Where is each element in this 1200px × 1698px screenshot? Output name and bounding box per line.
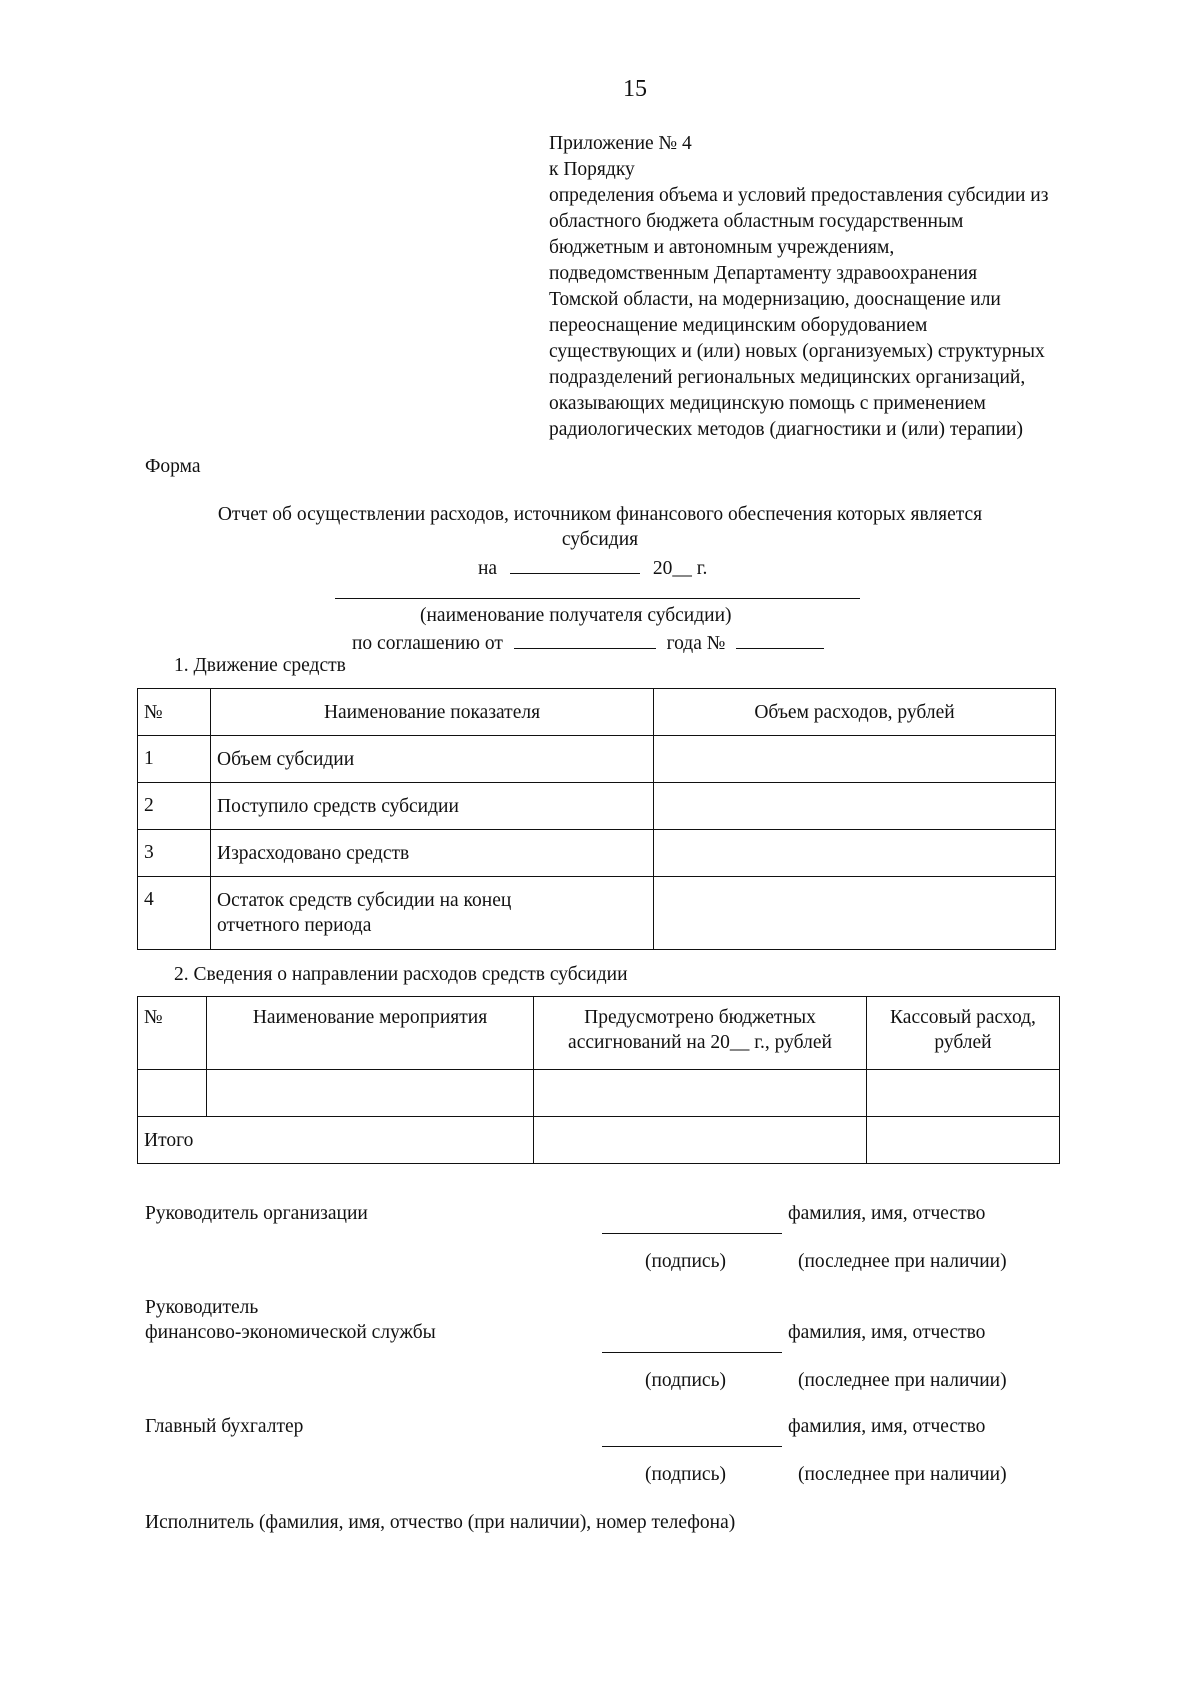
col-header-planned — [534, 997, 867, 1070]
row-num: 4 — [138, 877, 211, 950]
accountant-signature-line[interactable] — [602, 1446, 782, 1447]
form-label: Форма — [145, 456, 201, 477]
total-cash-cell[interactable] — [867, 1117, 1060, 1164]
appendix-line: радиологических методов (диагностики и (или) терапии) — [549, 419, 1023, 440]
col-header-cash-line: рублей — [934, 1032, 992, 1053]
row-num: 1 — [138, 736, 211, 783]
appendix-line: областного бюджета областным государственным — [549, 211, 964, 232]
appendix-line: определения объема и условий предоставления субсидии из — [549, 185, 1049, 206]
table-header-row — [138, 689, 1056, 736]
report-date-prefix: на — [478, 558, 498, 579]
amount-cell[interactable] — [654, 830, 1056, 877]
total-label: Итого — [138, 1117, 534, 1164]
accountant-sign-caption: (подпись) — [645, 1464, 726, 1485]
agreement-number-blank — [736, 628, 824, 649]
head-signature-line[interactable] — [602, 1233, 782, 1234]
appendix-line: существующих и (или) новых (организуемых) структурных — [549, 341, 1045, 362]
table-row — [138, 783, 1056, 830]
appendix-block — [549, 131, 1169, 443]
col-header-indicator: Наименование показателя — [211, 689, 654, 736]
num-cell[interactable] — [138, 1070, 207, 1117]
col-header-activity: Наименование мероприятия — [207, 997, 534, 1070]
appendix-line: Томской области, на модернизацию, дооснащение или — [549, 289, 1001, 310]
appendix-line: бюджетным и автономным учреждениям, — [549, 237, 895, 258]
row-label: Поступило средств субсидии — [211, 783, 654, 830]
expenses-table — [137, 996, 1060, 1164]
report-title-line2: субсидия — [561, 529, 639, 550]
col-header-amount: Объем расходов, рублей — [654, 689, 1056, 736]
page-number: 15 — [623, 76, 647, 102]
agreement-middle: года № — [666, 633, 726, 654]
appendix-line: Приложение № 4 — [549, 133, 692, 154]
head-title: Руководитель организации — [145, 1203, 368, 1224]
table-header-row — [138, 997, 1060, 1070]
report-title-line1: Отчет об осуществлении расходов, источником финансового обеспечения которых является — [217, 504, 983, 525]
activity-cell[interactable] — [207, 1070, 534, 1117]
row-label: Объем субсидии — [211, 736, 654, 783]
col-header-cash — [867, 997, 1060, 1070]
appendix-line: к Порядку — [549, 159, 635, 180]
accountant-title: Главный бухгалтер — [145, 1416, 304, 1437]
executor-line: Исполнитель (фамилия, имя, отчество (при наличии), номер телефона) — [145, 1512, 736, 1533]
col-header-planned-line: Предусмотрено бюджетных — [584, 1007, 816, 1028]
cash-cell[interactable] — [867, 1070, 1060, 1117]
agreement-date-blank — [514, 628, 656, 649]
appendix-line: оказывающих медицинскую помощь с применением — [549, 393, 986, 414]
row-num: 3 — [138, 830, 211, 877]
amount-cell[interactable] — [654, 736, 1056, 783]
total-planned-cell[interactable] — [534, 1117, 867, 1164]
amount-cell[interactable] — [654, 783, 1056, 830]
row-label-line: Остаток средств субсидии на конец — [217, 890, 512, 911]
amount-cell[interactable] — [654, 877, 1056, 950]
finance-signature-line[interactable] — [602, 1352, 782, 1353]
col-header-num: № — [138, 997, 207, 1070]
report-date-blank — [510, 553, 640, 574]
section1-title: 1. Движение средств — [174, 655, 346, 676]
agreement-prefix: по соглашению от — [352, 633, 503, 654]
table-row — [138, 830, 1056, 877]
finance-fio-caption: (последнее при наличии) — [798, 1370, 1007, 1391]
planned-cell[interactable] — [534, 1070, 867, 1117]
appendix-line: подразделений региональных медицинских организаций, — [549, 367, 1026, 388]
finance-title-line1: Руководитель — [145, 1297, 259, 1318]
movement-table — [137, 688, 1056, 950]
agreement-line — [352, 628, 824, 656]
section2-title: 2. Сведения о направлении расходов средств субсидии — [174, 964, 628, 985]
table-row — [138, 736, 1056, 783]
recipient-line — [335, 598, 860, 599]
table-row — [138, 1070, 1060, 1117]
report-date-year: 20__ г. — [652, 558, 708, 579]
accountant-fio: фамилия, имя, отчество — [788, 1416, 986, 1437]
col-header-cash-line: Кассовый расход, — [890, 1007, 1036, 1028]
col-header-num: № — [138, 689, 211, 736]
finance-sign-caption: (подпись) — [645, 1370, 726, 1391]
recipient-caption: (наименование получателя субсидии) — [420, 605, 732, 626]
col-header-planned-line: ассигнований на 20__ г., рублей — [568, 1032, 832, 1053]
head-fio-caption: (последнее при наличии) — [798, 1251, 1007, 1272]
row-label-line: отчетного периода — [217, 915, 372, 936]
head-sign-caption: (подпись) — [645, 1251, 726, 1272]
row-label: Израсходовано средств — [211, 830, 654, 877]
accountant-fio-caption: (последнее при наличии) — [798, 1464, 1007, 1485]
total-row — [138, 1117, 1060, 1164]
row-label — [211, 877, 654, 950]
appendix-line: подведомственным Департаменту здравоохранения — [549, 263, 978, 284]
row-num: 2 — [138, 783, 211, 830]
report-date — [478, 553, 707, 581]
finance-title-line2: финансово-экономической службы — [145, 1322, 436, 1343]
appendix-line: переоснащение медицинским оборудованием — [549, 315, 928, 336]
head-fio: фамилия, имя, отчество — [788, 1203, 986, 1224]
table-row — [138, 877, 1056, 950]
finance-fio: фамилия, имя, отчество — [788, 1322, 986, 1343]
